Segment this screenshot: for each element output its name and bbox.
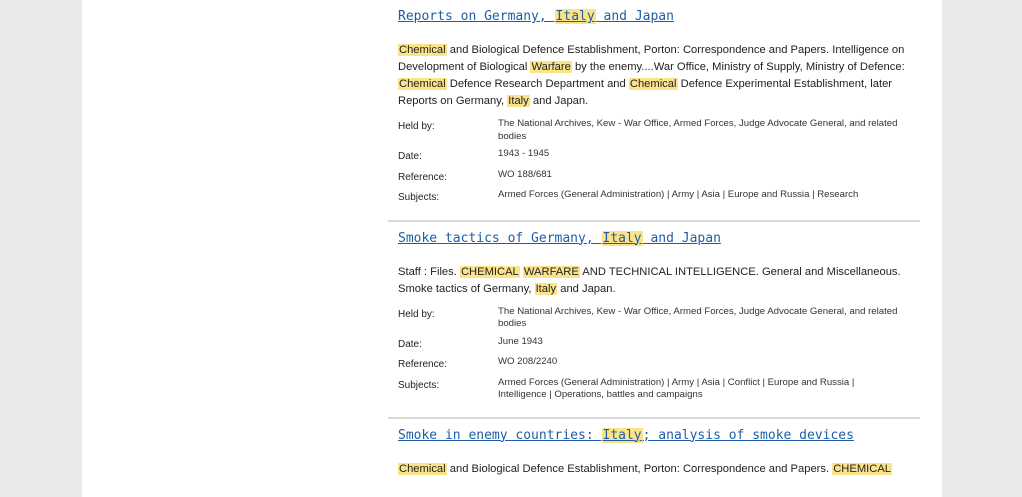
search-term-highlight: CHEMICAL [460,265,519,278]
search-term-highlight: Italy [535,282,557,295]
text-segment: Smoke in enemy countries: [398,427,602,443]
subjects-value: Armed Forces (General Administration) | Army | Asia | Conflict | Europe and Russia | Intelligence | Operations, battles and campaigns [498,376,855,400]
text-segment: and Biological Defence Establishment, Porton: Correspondence and Papers. Intelligence on Development of Biological [398,44,905,73]
date-value: June 1943 [498,335,543,347]
text-segment: AND TECHNICAL INTELLIGENCE. General and Miscellaneous. Smoke tactics of Germany, [398,265,901,295]
search-term-highlight: Chemical [399,462,446,475]
search-results-list [388,0,920,488]
reference-value: WO 208/2240 [498,356,558,367]
text-segment: and Biological Defence Establishment, Porton: Correspondence and Papers. [446,462,833,475]
result-record [388,230,920,419]
result-description [398,461,910,478]
held-by-value: The National Archives, Kew - War Office, Armed Forces, Judge Advocate General, and related bodies [498,305,898,329]
search-term-highlight: Italy [508,95,529,107]
result-title-link[interactable] [398,230,920,248]
text-segment: Staff : Files. [398,265,460,278]
result-description [398,42,910,110]
text-segment: Defence Research Department and [446,78,629,90]
search-term-highlight: Chemical [399,78,446,90]
reference-label: Reference: [398,359,447,370]
search-term-highlight: CHEMICAL [833,462,892,475]
date-label: Date: [398,338,422,350]
result-metadata [398,306,920,402]
result-record [388,8,920,222]
text-segment: Defence Experimental Establishment, later Reports on Germany, [398,78,893,107]
search-term-highlight: Chemical [399,44,446,56]
text-segment: and Japan. [529,95,589,107]
reference-label: Reference: [398,171,447,183]
result-record [388,427,920,488]
search-term-highlight: Italy [602,230,642,246]
date-value: 1943 - 1945 [498,148,550,159]
search-term-highlight: Italy [555,9,595,24]
result-description [398,264,910,298]
reference-value: WO 188/681 [498,168,552,180]
text-segment: by the enemy....War Office, Ministry of Supply, Ministry of Defence: [571,61,905,73]
result-title-link[interactable] [398,427,920,445]
search-term-highlight: WARFARE [523,265,579,278]
search-term-highlight: Italy [602,427,642,443]
text-segment: ; analysis of smoke devices [642,427,854,443]
subjects-value: Armed Forces (General Administration) | Army | Asia | Europe and Russia | Research [498,189,859,200]
text-segment: and Japan. [557,282,616,295]
search-term-highlight: Chemical [629,78,677,90]
text-segment: and Japan [595,9,674,24]
text-segment: Reports on Germany, [398,9,555,24]
held-by-value: The National Archives, Kew - War Office, Armed Forces, Judge Advocate General, and related bodies [498,118,898,142]
text-segment: and Japan [642,230,721,246]
search-term-highlight: Warfare [531,61,571,73]
text-segment: Smoke tactics of Germany, [398,230,602,246]
held-by-label: Held by: [398,121,435,132]
content-page [82,0,942,497]
held-by-label: Held by: [398,308,435,320]
result-title-link[interactable] [398,8,920,26]
subjects-label: Subjects: [398,192,440,203]
date-label: Date: [398,151,422,162]
subjects-label: Subjects: [398,379,440,391]
result-metadata [398,118,920,205]
